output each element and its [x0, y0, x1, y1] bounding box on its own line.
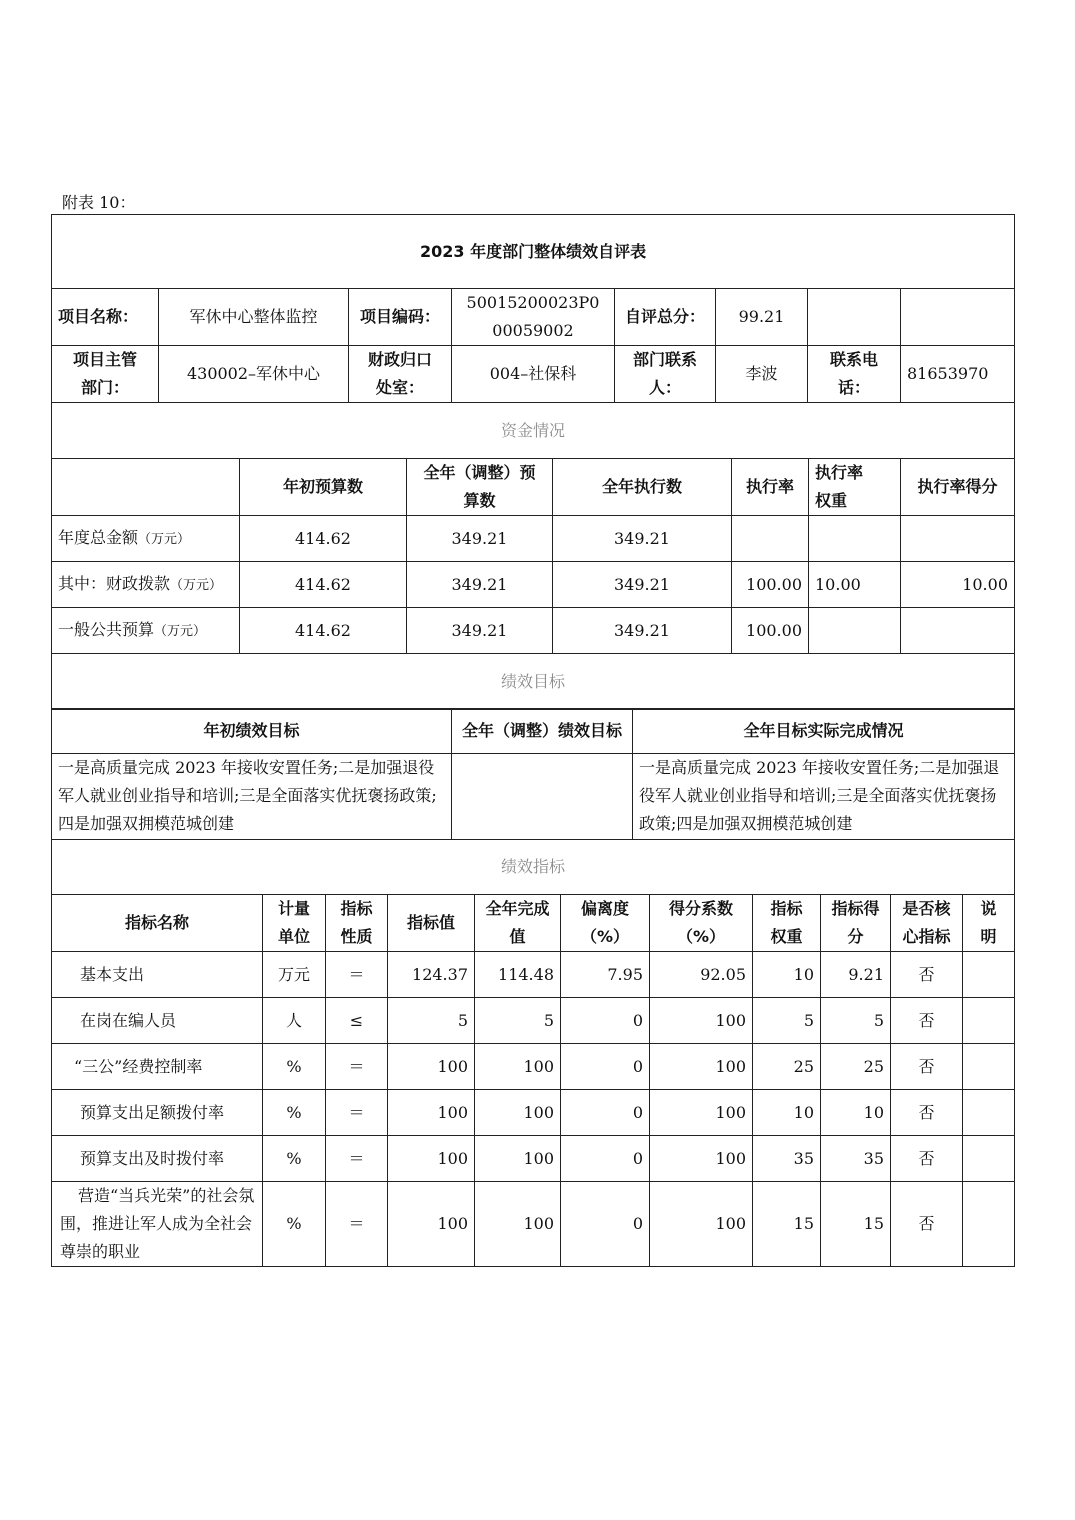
cell-core: 否 [891, 1044, 963, 1090]
funds-table [51, 458, 1015, 710]
col-weight: 指标 权重 [753, 895, 821, 952]
cell-dev: 7.95 [561, 952, 650, 998]
cell-coef: 100 [650, 998, 753, 1044]
cell-name: 预算支出及时拨付率 [52, 1136, 263, 1182]
table-row [52, 1136, 1015, 1182]
col-rate-weight: 执行率 权重 [809, 459, 901, 516]
cell-rate: 100.00 [732, 608, 809, 654]
col-rate-score: 执行率得分 [901, 459, 1015, 516]
cell-nature: ＝ [326, 1090, 388, 1136]
cell-note [963, 952, 1015, 998]
cell-unit: % [263, 1136, 326, 1182]
contact-label: 部门联系 人： [615, 346, 716, 403]
col-initial-goal: 年初绩效目标 [52, 709, 452, 754]
cell-initial: 414.62 [240, 608, 407, 654]
cell-done: 100 [475, 1182, 561, 1267]
cell-score [901, 608, 1015, 654]
table-row [52, 1182, 1015, 1267]
phone-label: 联系电 话： [808, 346, 901, 403]
table-row [52, 516, 1015, 562]
cell-core: 否 [891, 998, 963, 1044]
cell-value: 100 [388, 1090, 475, 1136]
cell-note [963, 1136, 1015, 1182]
col-actual-completion: 全年目标实际完成情况 [633, 709, 1015, 754]
cell-score: 15 [821, 1182, 891, 1267]
cell-weight: 15 [753, 1182, 821, 1267]
cell-initial: 414.62 [240, 516, 407, 562]
cell-executed: 349.21 [553, 562, 732, 608]
cell-value: 100 [388, 1044, 475, 1090]
adjusted-goal-text [452, 754, 633, 840]
finance-label: 财政归口 处室： [349, 346, 452, 403]
project-code-label: 项目编码： [349, 289, 452, 346]
cell-nature: ＝ [326, 1136, 388, 1182]
cell-core: 否 [891, 1136, 963, 1182]
project-name-label: 项目名称： [52, 289, 159, 346]
dept-value: 430002–军休中心 [159, 346, 349, 403]
page-title: 2023 年度部门整体绩效自评表 [52, 215, 1015, 289]
cell-note [963, 1182, 1015, 1267]
cell-done: 114.48 [475, 952, 561, 998]
table-row [52, 952, 1015, 998]
cell-adjusted: 349.21 [407, 516, 553, 562]
cell-nature: ≤ [326, 998, 388, 1044]
total-score: 99.21 [716, 289, 808, 346]
cell-core: 否 [891, 1090, 963, 1136]
cell-initial: 414.62 [240, 562, 407, 608]
col-executed: 全年执行数 [553, 459, 732, 516]
cell-core: 否 [891, 952, 963, 998]
indicators-section-title: 绩效指标 [52, 840, 1015, 895]
col-nature: 指标 性质 [326, 895, 388, 952]
cell-coef: 92.05 [650, 952, 753, 998]
cell-weight: 10.00 [809, 562, 901, 608]
cell-nature: ＝ [326, 1182, 388, 1267]
cell-coef: 100 [650, 1044, 753, 1090]
cell-unit: % [263, 1090, 326, 1136]
cell-dev: 0 [561, 1044, 650, 1090]
col-unit: 计量 单位 [263, 895, 326, 952]
empty-cell [52, 459, 240, 516]
cell-nature: ＝ [326, 952, 388, 998]
cell-dev: 0 [561, 1136, 650, 1182]
cell-weight: 10 [753, 1090, 821, 1136]
col-rate: 执行率 [732, 459, 809, 516]
table-row [52, 1090, 1015, 1136]
cell-score: 25 [821, 1044, 891, 1090]
cell-done: 5 [475, 998, 561, 1044]
cell-score: 10.00 [901, 562, 1015, 608]
cell-done: 100 [475, 1136, 561, 1182]
cell-name: 营造“当兵光荣”的社会氛围，推进让军人成为全社会尊崇的职业 [52, 1182, 263, 1267]
attachment-label: 附表 10： [62, 193, 136, 212]
cell-weight: 10 [753, 952, 821, 998]
col-coefficient: 得分系数 （%） [650, 895, 753, 952]
cell-weight: 25 [753, 1044, 821, 1090]
cell-coef: 100 [650, 1136, 753, 1182]
cell-score: 10 [821, 1090, 891, 1136]
goals-section-title: 绩效目标 [52, 654, 1015, 710]
cell-name: 在岗在编人员 [52, 998, 263, 1044]
cell-unit: 人 [263, 998, 326, 1044]
col-adjusted-goal: 全年（调整）绩效目标 [452, 709, 633, 754]
cell-core: 否 [891, 1182, 963, 1267]
cell-done: 100 [475, 1044, 561, 1090]
cell-dev: 0 [561, 998, 650, 1044]
cell-done: 100 [475, 1090, 561, 1136]
project-code: 50015200023P0 00059002 [452, 289, 615, 346]
cell-score [901, 516, 1015, 562]
cell-unit: % [263, 1182, 326, 1267]
cell-executed: 349.21 [553, 608, 732, 654]
empty-cell [901, 289, 1015, 346]
cell-weight [809, 516, 901, 562]
goals-table [51, 708, 1015, 895]
funds-section-title: 资金情况 [52, 403, 1015, 459]
cell-value: 124.37 [388, 952, 475, 998]
cell-adjusted: 349.21 [407, 562, 553, 608]
empty-cell [808, 289, 901, 346]
col-indicator-name: 指标名称 [52, 895, 263, 952]
header-table [51, 214, 1015, 459]
cell-dev: 0 [561, 1182, 650, 1267]
project-name: 军休中心整体监控 [159, 289, 349, 346]
cell-weight: 5 [753, 998, 821, 1044]
cell-coef: 100 [650, 1090, 753, 1136]
cell-coef: 100 [650, 1182, 753, 1267]
row-label: 年度总金额（万元） [52, 516, 240, 562]
phone-value: 81653970 [901, 346, 1015, 403]
col-initial-budget: 年初预算数 [240, 459, 407, 516]
table-row [52, 1044, 1015, 1090]
row-label: 其中：财政拨款（万元） [52, 562, 240, 608]
cell-executed: 349.21 [553, 516, 732, 562]
cell-value: 5 [388, 998, 475, 1044]
score-label: 自评总分： [615, 289, 716, 346]
cell-unit: % [263, 1044, 326, 1090]
cell-score: 5 [821, 998, 891, 1044]
cell-score: 35 [821, 1136, 891, 1182]
cell-name: 基本支出 [52, 952, 263, 998]
cell-weight [809, 608, 901, 654]
cell-note [963, 1090, 1015, 1136]
row-label: 一般公共预算（万元） [52, 608, 240, 654]
cell-rate [732, 516, 809, 562]
indicators-table [51, 894, 1015, 1267]
col-done-value: 全年完成 值 [475, 895, 561, 952]
cell-score: 9.21 [821, 952, 891, 998]
cell-value: 100 [388, 1182, 475, 1267]
col-target-value: 指标值 [388, 895, 475, 952]
table-row [52, 998, 1015, 1044]
col-deviation: 偏离度 （%） [561, 895, 650, 952]
cell-nature: ＝ [326, 1044, 388, 1090]
col-adjusted-budget: 全年（调整）预 算数 [407, 459, 553, 516]
cell-adjusted: 349.21 [407, 608, 553, 654]
col-note: 说 明 [963, 895, 1015, 952]
cell-rate: 100.00 [732, 562, 809, 608]
table-row [52, 608, 1015, 654]
table-row [52, 562, 1015, 608]
initial-goal-text: 一是高质量完成 2023 年接收安置任务;二是加强退役军人就业创业指导和培训;三是全面落实优抚褒扬政策;四是加强双拥模范城创建 [52, 754, 452, 840]
cell-name: “三公”经费控制率 [52, 1044, 263, 1090]
col-core: 是否核 心指标 [891, 895, 963, 952]
cell-name: 预算支出足额拨付率 [52, 1090, 263, 1136]
cell-unit: 万元 [263, 952, 326, 998]
cell-value: 100 [388, 1136, 475, 1182]
cell-note [963, 998, 1015, 1044]
cell-weight: 35 [753, 1136, 821, 1182]
finance-value: 004–社保科 [452, 346, 615, 403]
actual-completion-text: 一是高质量完成 2023 年接收安置任务;二是加强退役军人就业创业指导和培训;三是全面落实优抚褒扬政策;四是加强双拥模范城创建 [633, 754, 1015, 840]
contact-value: 李波 [716, 346, 808, 403]
cell-dev: 0 [561, 1090, 650, 1136]
dept-label: 项目主管 部门： [52, 346, 159, 403]
cell-note [963, 1044, 1015, 1090]
col-score: 指标得 分 [821, 895, 891, 952]
